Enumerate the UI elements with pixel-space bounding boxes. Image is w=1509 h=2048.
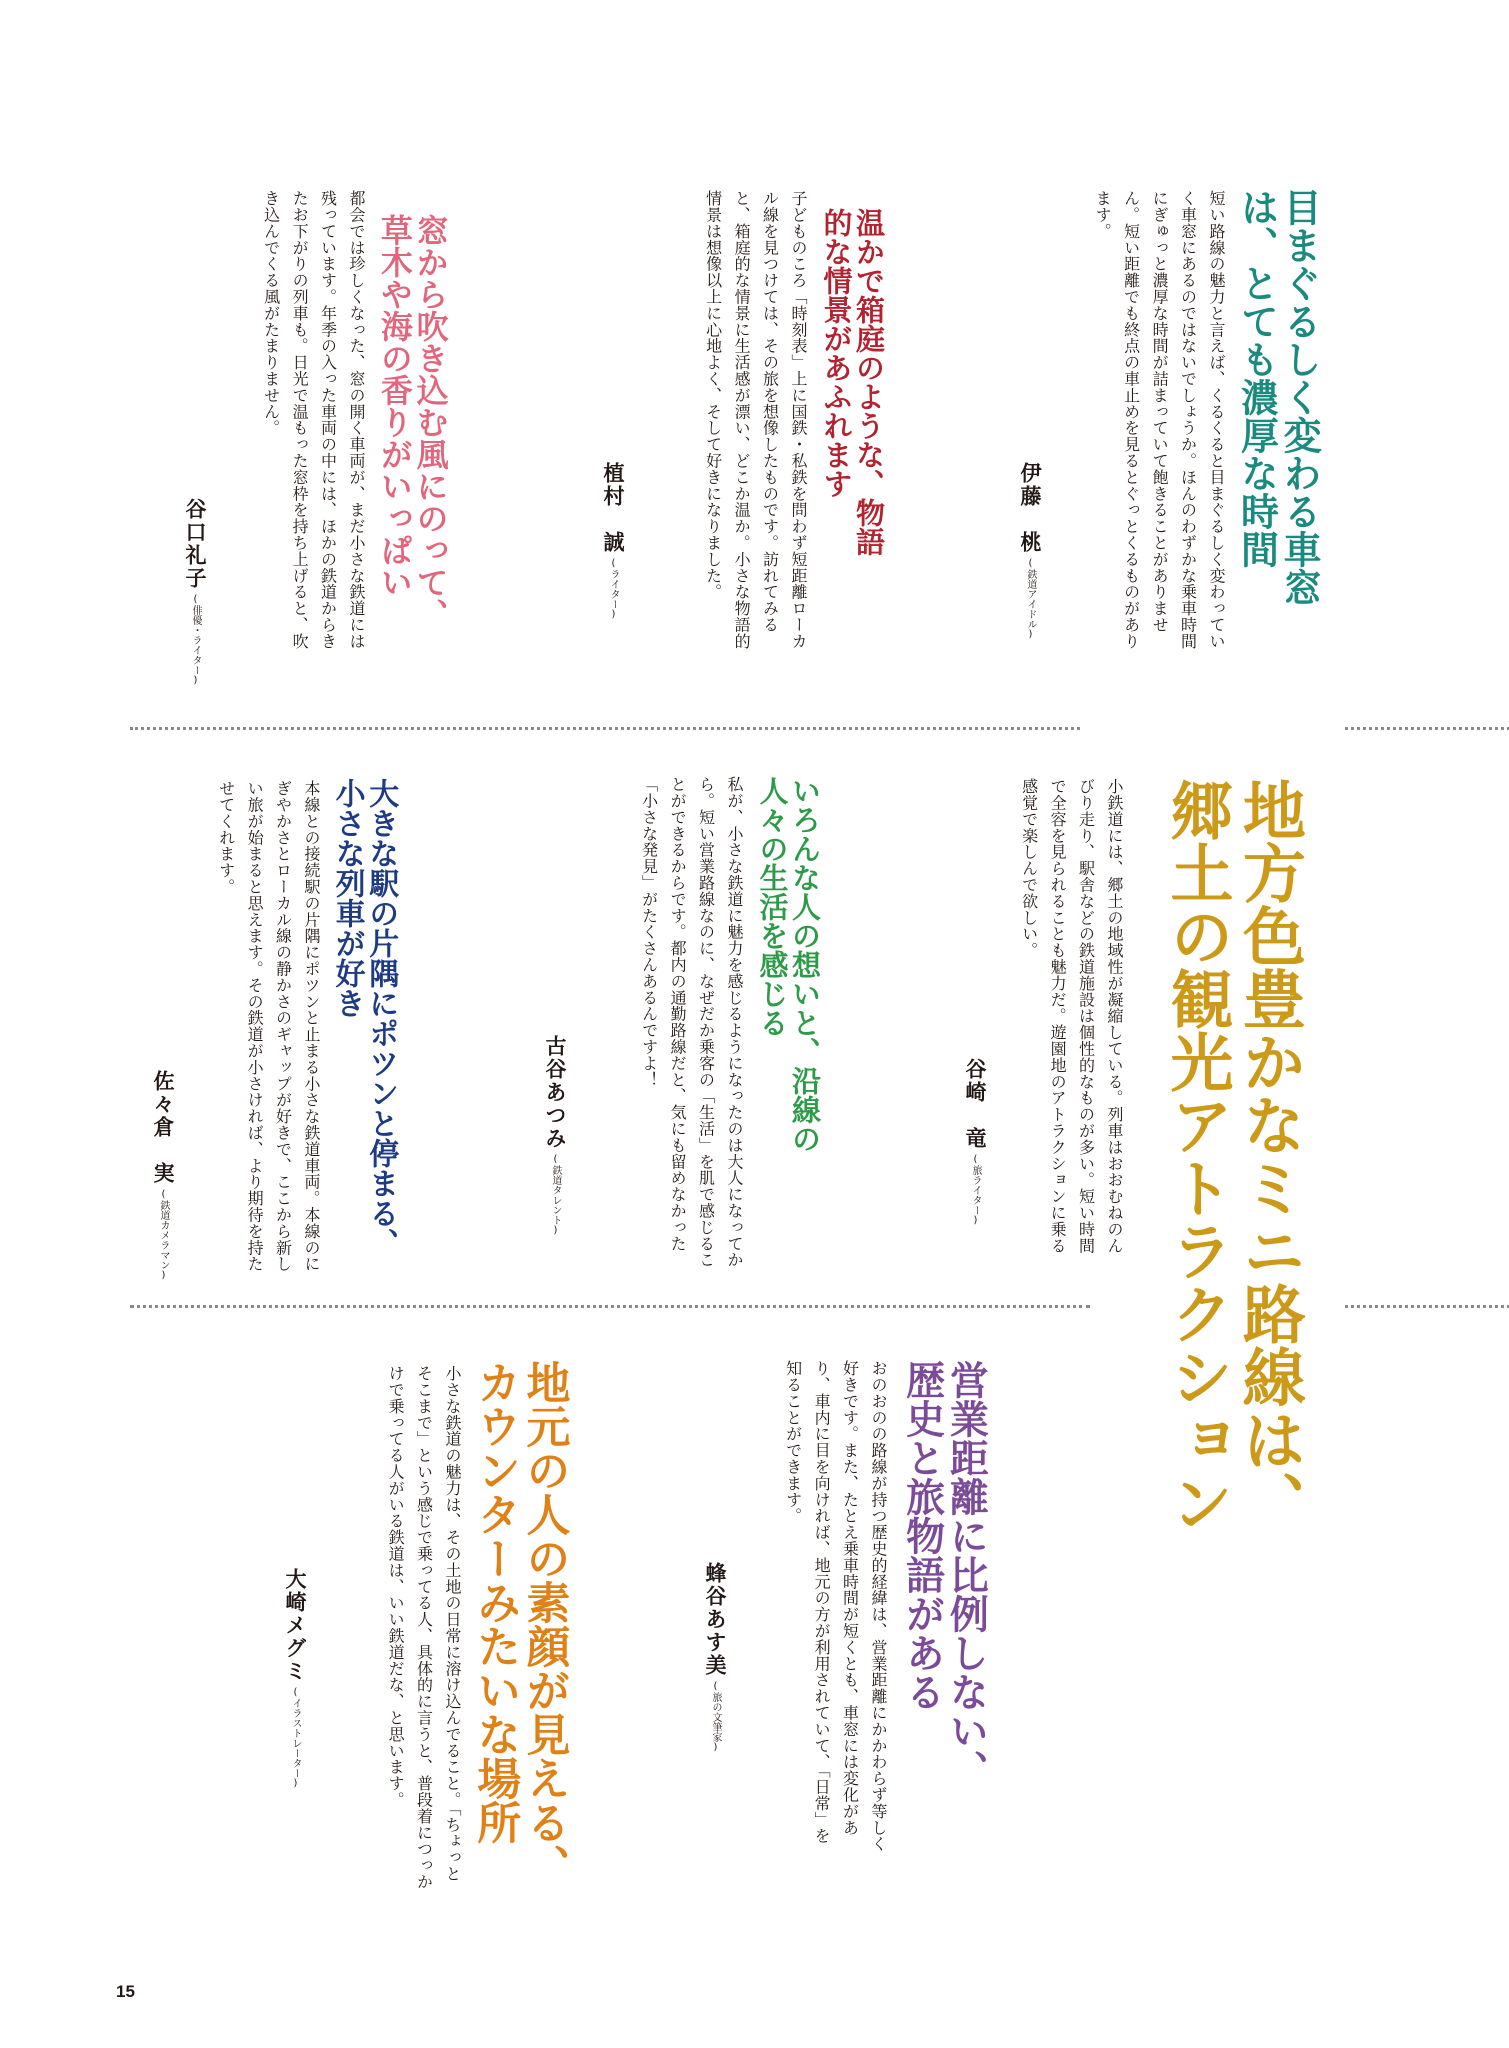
s6-author-role: (鉄道カメラマン): [158, 1189, 169, 1281]
s7-body: おのおのの路線が持つ歴史的経緯は、営業距離にかかわらず等しく好きです。また、たとえ乗車時間が短くとも、車窓には変化があり、車内に目を向ければ、地元の方が利用されていて、「日常」を知ることができます。: [783, 1360, 888, 1852]
s3-author-role: (俳優・ライター): [190, 594, 201, 686]
s5-author-name: 古谷あつみ: [543, 1035, 567, 1150]
separator-bottom: [130, 1305, 1090, 1308]
s1-author: [1015, 462, 1045, 640]
s5-headline: いろんな人の想いと、沿線の人々の生活を感じる: [755, 776, 822, 1153]
s2-author-role: (ライター): [608, 558, 619, 620]
s1-author-name: 伊藤 桃: [1018, 462, 1042, 554]
s4-author: [960, 1058, 990, 1226]
s2-author: [598, 462, 628, 620]
s5-body: 私が、小さな鉄道に魅力を感じるようになったのは大人になってから。短い営業路線なのに、なぜだか乗客の「生活」を肌で感じることができるからです。都内の通勤路線だと、気にも留めなかった「小さな発見」がたくさんあるんですよ！: [639, 776, 744, 1268]
s4-headline: 地方色豊かなミニ路線は、郷土の観光アトラクション: [1160, 778, 1306, 1534]
s7-author: [700, 1562, 730, 1753]
s7-headline: 営業距離に比例しない、歴史と旅物語がある: [899, 1360, 989, 1789]
s3-author: [180, 498, 210, 686]
s4-body: 小鉄道には、郷土の地域性が凝縮している。列車はおおむねのんびり走り、駅舎などの鉄道施設は個性的なものが多い。短い時間で全容を見られることも魅力だ。遊園地のアトラクションに乗る感覚で楽しんで欲しい。: [1019, 778, 1124, 1254]
separator-top: [130, 727, 1080, 730]
s6-headline: 大きな駅の片隅にポツンと停まる、小さな列車が好き: [329, 778, 399, 1258]
s8-author-role: (イラストレーター): [290, 1687, 301, 1789]
s6-author: [148, 1070, 178, 1281]
s3-body: 都会では珍しくなった、窓の開く車両が、まだ小さな鉄道には残っています。年季の入った車両の中には、ほかの鉄道からきたお下がりの列車も。日光で温もった窓枠を持ち上げると、吹き込んでくる風がたまりません。: [261, 190, 366, 650]
s1-author-role: (鉄道アイドル): [1025, 558, 1036, 640]
s5-author: [540, 1035, 570, 1236]
s5-author-role: (鉄道タレント): [550, 1154, 561, 1236]
s6-body: 本線との接続駅の片隅にポツンと止まる小さな鉄道車両。本線のにぎやかさとローカル線の静かさのギャップが好きで、ここから新しい旅が始まると思えます。その鉄道が小さければ、より期待を持たせてくれます。: [216, 780, 321, 1272]
s7-author-name: 蜂谷あす美: [703, 1562, 727, 1677]
s3-author-name: 谷口礼子: [183, 498, 207, 590]
s2-author-name: 植村 誠: [601, 462, 625, 554]
page-number: 15: [116, 1982, 135, 2001]
s7-author-role: (旅の文筆家): [710, 1681, 721, 1753]
s4-author-role: (旅ライター): [970, 1154, 981, 1226]
s2-headline: 温かで箱庭のような、物語的な情景があふれます: [819, 208, 886, 556]
s8-author-name: 大崎メグミ: [283, 1568, 307, 1683]
s3-headline: 窓から吹き込む風にのって、草木や海の香りがいっぱい: [375, 214, 450, 630]
separator-bottom-right: [1345, 1305, 1509, 1308]
separator-top-right: [1345, 727, 1509, 730]
s1-headline: 目まぐるしく変わる車窓は、とても濃厚な時間: [1234, 188, 1322, 606]
s1-body: 短い路線の魅力と言えば、くるくると目まぐるしく変わっていく車窓にあるのではないでしょうか。ほんのわずかな乗車時間にぎゅっと濃厚な時間が詰まっていて飽きることがありません。短い距離でも終点の車止めを見るとぐっとくるものがあります。: [1093, 190, 1226, 650]
s8-headline: 地元の人の素顔が見える、カウンターみたいな場所: [469, 1360, 570, 1888]
s8-body: 小さな鉄道の魅力は、その土地の日常に溶け込んでること。「ちょっとそこまで」という感じで乗ってる人、具体的に言うと、普段着につっかけで乗ってる人がいる鉄道は、いい鉄道だな、と思います。: [386, 1365, 462, 1890]
s8-author: [280, 1568, 310, 1789]
s2-body: 子どものころ「時刻表」上に国鉄・私鉄を問わず短距離ローカル線を見つけては、その旅を想像したものです。訪れてみると、箱庭的な情景に生活感が漂い、どこか温か。小さな物語的情景は想像以上に心地よく、そして好きになりました。: [703, 190, 808, 650]
s6-author-name: 佐々倉 実: [151, 1070, 175, 1185]
s4-author-name: 谷崎 竜: [963, 1058, 987, 1150]
